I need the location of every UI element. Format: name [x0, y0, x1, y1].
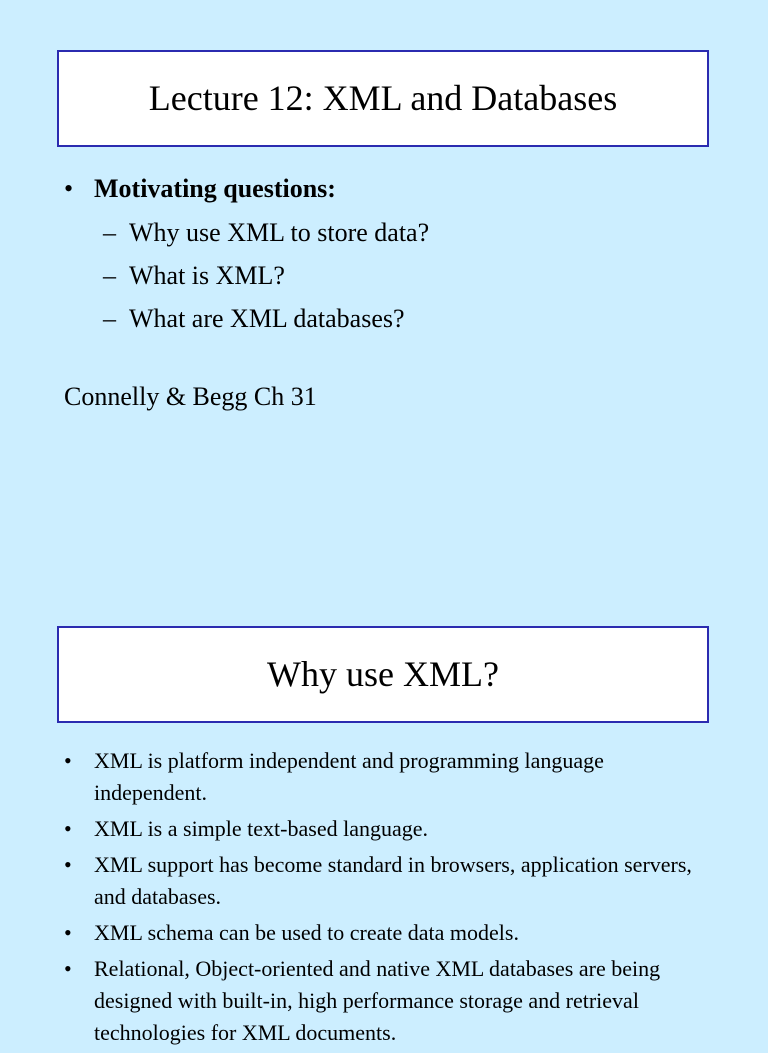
bullet-text: Relational, Object-oriented and native XML databases are being designed with built-in, high performance storage and retrieval technologies for XML documents.: [94, 956, 661, 1045]
bullet-text: XML support has become standard in browsers, application servers, and databases.: [94, 852, 692, 909]
list-item: [64, 917, 714, 949]
slide2-title-box: [57, 626, 709, 723]
slide2-bullet-list: [64, 745, 714, 1053]
list-item: [103, 303, 663, 346]
bullet-dot-icon: •: [64, 816, 72, 841]
list-item: [103, 260, 663, 303]
dash-icon: –: [103, 261, 116, 290]
list-item: [64, 813, 714, 845]
slide1-title: Lecture 12: XML and Databases: [148, 77, 618, 118]
slide1-bullet-text: Motivating questions:: [94, 174, 336, 203]
list-item: [103, 217, 663, 260]
sub-item-text: What are XML databases?: [129, 304, 405, 333]
list-item: [64, 953, 714, 1049]
slide1-bullet: [64, 173, 336, 205]
bullet-text: XML schema can be used to create data models.: [94, 920, 519, 945]
bullet-text: XML is a simple text-based language.: [94, 816, 428, 841]
bullet-dot-icon: •: [64, 852, 72, 877]
bullet-dot-icon: •: [64, 956, 72, 981]
bullet-dot-icon: •: [64, 174, 74, 203]
sub-item-text: What is XML?: [129, 261, 285, 290]
bullet-dot-icon: •: [64, 920, 72, 945]
slide1-sub-list: [103, 217, 663, 346]
slide2-title: Why use XML?: [267, 653, 499, 694]
sub-item-text: Why use XML to store data?: [129, 218, 430, 247]
bullet-dot-icon: •: [64, 748, 72, 773]
bullet-text: XML is platform independent and programming language independent.: [94, 748, 604, 805]
dash-icon: –: [103, 218, 116, 247]
list-item: [64, 745, 714, 809]
slide1-title-box: [57, 50, 709, 147]
list-item: [64, 849, 714, 913]
dash-icon: –: [103, 304, 116, 333]
slide1-reference: Connelly & Begg Ch 31: [64, 382, 317, 411]
